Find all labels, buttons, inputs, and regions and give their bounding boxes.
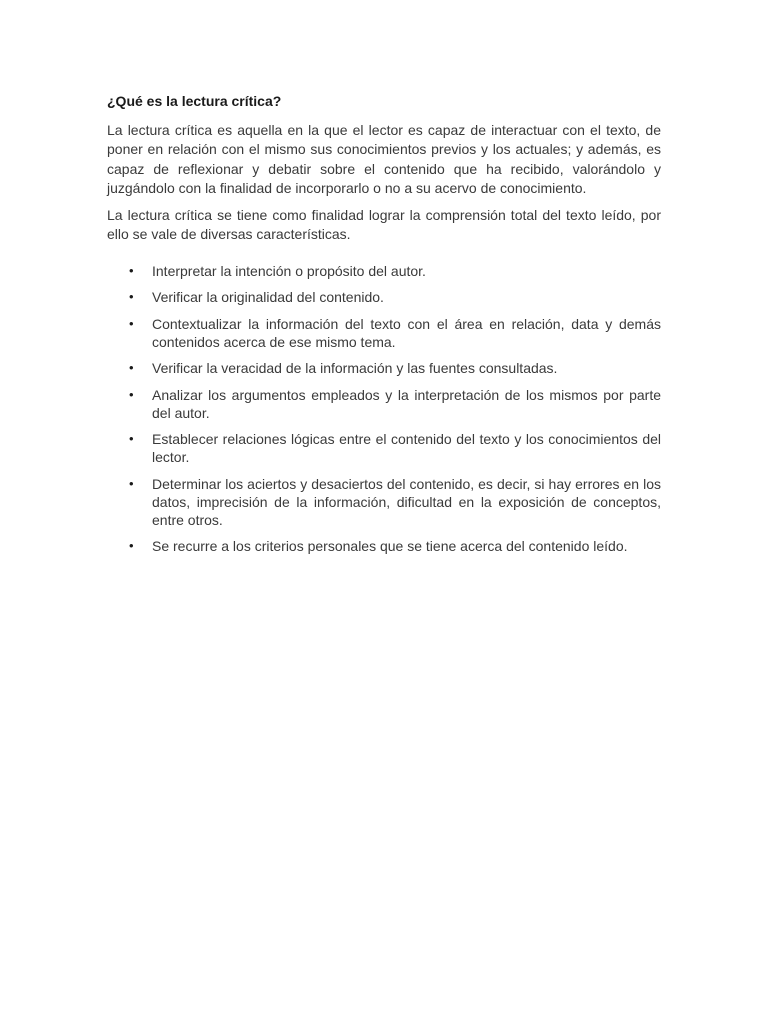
bullet-icon: • <box>129 538 134 554</box>
purpose-paragraph: La lectura crítica se tiene como finalidad lograr la comprensión total del texto leído, por ello se vale de diversas características. <box>107 207 661 243</box>
list-item-text: Verificar la originalidad del contenido. <box>152 289 384 306</box>
list-item <box>107 315 661 351</box>
intro-paragraph: La lectura crítica es aquella en la que el lector es capaz de interactuar con el texto, de poner en relación con el mismo sus conocimientos previos y los actuales; y además, es capaz de reflexionar y debatir sobre el contenido que ha recibido, valorándolo y juzgándolo con la finalidad de incorporarlo o no a su acervo de conocimiento. <box>107 122 661 196</box>
list-item-text: Se recurre a los criterios personales que se tiene acerca del contenido leído. <box>152 538 628 555</box>
list-item-text: Analizar los argumentos empleados y la interpretación de los mismos por parte del autor. <box>152 386 661 421</box>
characteristics-list <box>107 262 661 556</box>
list-item <box>107 359 661 377</box>
list-item-text: Establecer relaciones lógicas entre el contenido del texto y los conocimientos del lector. <box>152 431 661 466</box>
list-item <box>107 430 661 466</box>
list-item-text: Verificar la veracidad de la información y las fuentes consultadas. <box>152 360 558 377</box>
document-page <box>107 92 661 564</box>
list-item <box>107 288 661 306</box>
bullet-icon: • <box>129 289 134 305</box>
bullet-icon: • <box>129 475 134 491</box>
list-item <box>107 537 661 555</box>
bullet-icon: • <box>129 431 134 447</box>
bullet-icon: • <box>129 360 134 376</box>
bullet-icon: • <box>129 262 134 278</box>
bullet-icon: • <box>129 386 134 402</box>
list-item <box>107 475 661 529</box>
list-item-text: Contextualizar la información del texto con el área en relación, data y demás contenidos acerca de ese mismo tema. <box>152 315 661 350</box>
list-item-text: Determinar los aciertos y desaciertos del contenido, es decir, si hay errores en los datos, imprecisión de la información, dificultad en la exposición de conceptos, entre otros. <box>152 475 661 528</box>
list-item <box>107 262 661 280</box>
bullet-icon: • <box>129 315 134 331</box>
list-item-text: Interpretar la intención o propósito del autor. <box>152 262 426 279</box>
list-item <box>107 386 661 422</box>
page-title: ¿Qué es la lectura crítica? <box>107 93 282 109</box>
